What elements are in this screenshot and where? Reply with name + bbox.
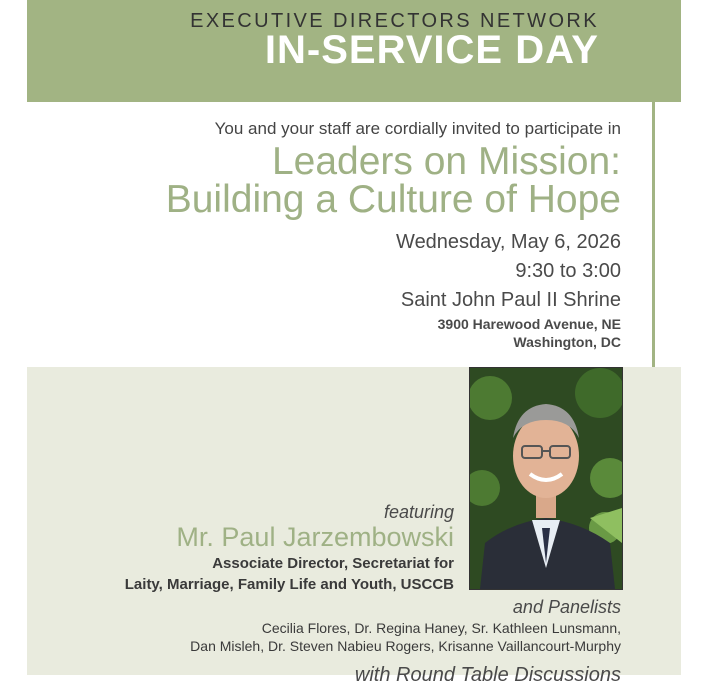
event-date: Wednesday, May 6, 2026 [396,231,621,253]
header-eyebrow: EXECUTIVE DIRECTORS NETWORK [190,10,599,32]
address-line2: Washington, DC [513,334,621,350]
invitation-intro: You and your staff are cordially invited to participate in [214,119,621,138]
speaker-photo [469,367,623,590]
event-venue: Saint John Paul II Shrine [400,289,621,311]
address-line1: 3900 Harewood Avenue, NE [437,316,621,332]
panelists-line1: Cecilia Flores, Dr. Regina Haney, Sr. Kathleen Lunsmann, [261,620,621,636]
speaker-portrait-image [470,368,622,589]
event-time: 9:30 to 3:00 [515,260,621,282]
header-banner [27,0,681,102]
panelists-line2: Dan Misleh, Dr. Steven Nabieu Rogers, Krisanne Vaillancourt-Murphy [190,638,621,654]
speaker-name: Mr. Paul Jarzembowski [176,522,454,552]
speaker-role-line1: Associate Director, Secretariat for [212,555,454,572]
panelists-heading: and Panelists [512,597,621,617]
event-title [165,140,621,221]
speaker-role-line2: Laity, Marriage, Family Life and Youth, USCCB [124,576,454,593]
event-title-line1: Leaders on Mission: [271,140,621,183]
page-title: IN-SERVICE DAY [264,28,599,72]
event-title-line2: Building a Culture of Hope [165,178,621,221]
round-table-text: with Round Table Discussions [354,664,621,686]
featuring-label: featuring [383,502,454,522]
